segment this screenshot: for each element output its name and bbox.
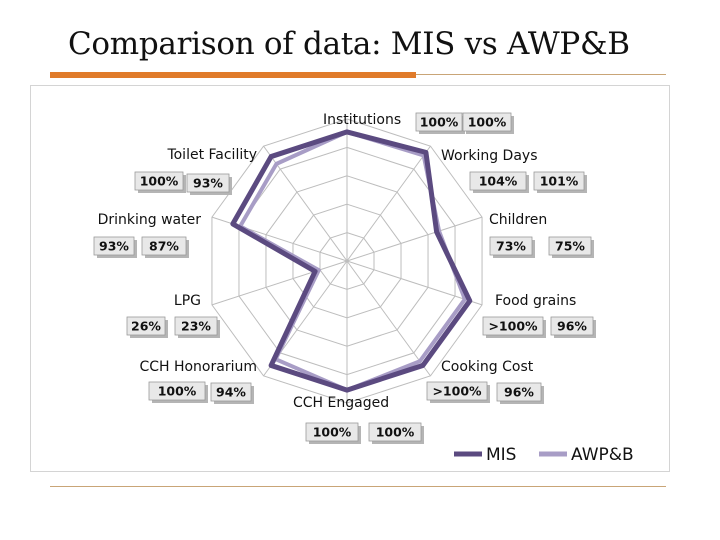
grid-spoke: [347, 217, 482, 261]
axis-group: [441, 148, 587, 193]
awpb-value-label: 100%: [375, 424, 415, 440]
awpb-value-label: 96%: [504, 384, 534, 400]
chart-legend: [454, 445, 634, 465]
mis-value-label: 100%: [419, 114, 459, 130]
axis-group: [94, 212, 201, 258]
axis-label: Institutions: [323, 112, 402, 128]
axis-label: Cooking Cost: [441, 359, 534, 375]
axis-label: Food grains: [495, 293, 577, 309]
awpb-value-label: 100%: [467, 114, 507, 130]
axis-label: Toilet Facility: [167, 147, 257, 163]
axis-group: [293, 395, 424, 444]
awpb-value-label: 75%: [555, 238, 585, 254]
awpb-value-label: 96%: [557, 318, 587, 334]
awpb-value-label: 93%: [193, 175, 223, 191]
awpb-value-label: 94%: [216, 384, 246, 400]
mis-value-label: 26%: [131, 318, 161, 334]
axis-group: [127, 293, 220, 338]
awpb-value-label: 101%: [539, 173, 579, 189]
title-rule: [416, 74, 666, 75]
chart-frame: [30, 85, 670, 472]
mis-value-label: 104%: [478, 173, 518, 189]
mis-value-label: 73%: [496, 238, 526, 254]
axis-label: LPG: [173, 293, 201, 309]
axis-group: [139, 359, 257, 404]
axis-group: [483, 293, 596, 338]
mis-value-label: 100%: [157, 383, 197, 399]
awpb-value-label: 23%: [181, 318, 211, 334]
radar-chart: [31, 86, 669, 471]
mis-value-label: 100%: [312, 424, 352, 440]
awpb-value-label: 87%: [149, 238, 179, 254]
bottom-rule: [50, 486, 666, 487]
title-accent-bar: [50, 72, 416, 78]
grid-spoke: [347, 261, 430, 376]
legend-label: AWP&B: [571, 445, 634, 465]
grid-spoke: [212, 261, 347, 305]
mis-value-label: >100%: [432, 383, 482, 399]
axis-group: [427, 359, 544, 404]
slide-title: Comparison of data: MIS vs AWP&B: [68, 26, 630, 62]
grid-spoke: [347, 146, 430, 261]
axis-label: CCH Honorarium: [139, 359, 257, 375]
axis-label: CCH Engaged: [293, 395, 390, 411]
mis-value-label: 93%: [99, 238, 129, 254]
axis-label: Children: [489, 212, 548, 228]
axis-label: Working Days: [441, 148, 538, 164]
legend-label: MIS: [486, 445, 517, 465]
axis-group: [489, 212, 594, 258]
series-line-mis: [233, 132, 470, 390]
mis-value-label: 100%: [139, 173, 179, 189]
mis-value-label: >100%: [488, 318, 538, 334]
axis-label: Drinking water: [97, 212, 201, 228]
axis-group: [135, 147, 257, 195]
